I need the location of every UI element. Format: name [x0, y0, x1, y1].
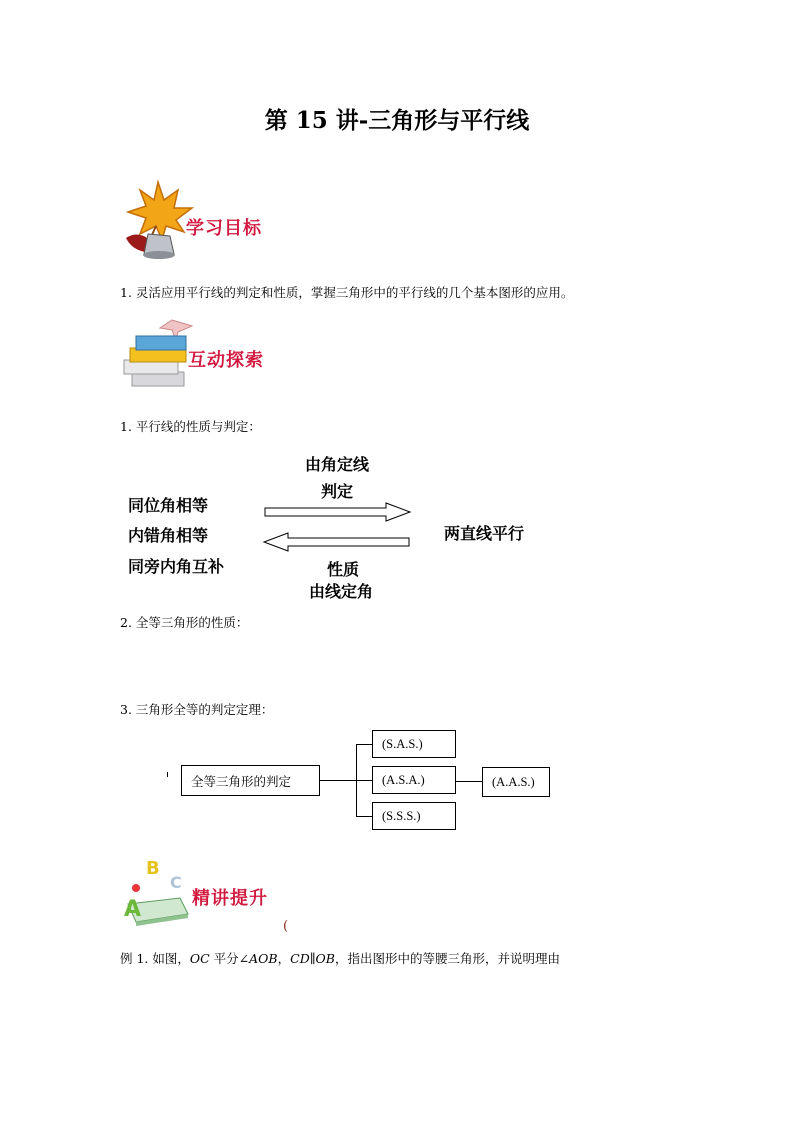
section-label-goals: 学习目标: [186, 218, 262, 239]
diagram-top-label-1: 由角定线: [305, 455, 370, 474]
var-cd: CD: [290, 951, 310, 966]
connector-bottom: [356, 816, 372, 817]
page-title: 第 15 讲-三角形与平行线: [264, 107, 530, 134]
example-comma: ，: [277, 951, 291, 966]
diagram-top-label-2: 判定: [321, 482, 354, 501]
var-oc: OC: [189, 951, 210, 966]
connector-mid: [356, 780, 372, 781]
var-ob: OB: [315, 951, 335, 966]
root-box: 全等三角形的判定: [181, 765, 320, 796]
explore-item-1: 1. 平行线的性质与判定：: [120, 419, 261, 434]
connector-extra: [456, 781, 482, 782]
var-aob: AOB: [249, 951, 278, 966]
svg-text:C: C: [170, 873, 182, 892]
maple-leaf-bell-icon: [118, 178, 196, 262]
example-prefix: 例 1. 如图，: [120, 951, 190, 966]
diagram-left-label-2: 内错角相等: [128, 526, 209, 545]
connector-root: [320, 780, 356, 781]
example-suffix: ，指出图形中的等腰三角形，并说明理由: [334, 951, 560, 966]
section-label-explore: 互动探索: [188, 350, 264, 371]
explore-item-3: 3. 三角形全等的判定定理：: [120, 702, 274, 717]
section-label-lecture: 精讲提升: [192, 888, 268, 909]
branch-box-asa: (A.S.A.): [372, 766, 456, 794]
diagram-left-label-3: 同旁内角互补: [128, 557, 225, 576]
parallel-symbol: ∥: [309, 951, 316, 966]
abc-book-icon: [118, 858, 192, 930]
example-mid: 平分∠: [209, 951, 250, 966]
right-arrow-icon: [264, 502, 414, 522]
branch-box-sas: (S.A.S.): [372, 730, 456, 758]
tick-mark: [167, 772, 168, 777]
svg-text:B: B: [146, 858, 160, 879]
diagram-right-label: 两直线平行: [444, 524, 525, 543]
branch-box-sss: (S.S.S.): [372, 802, 456, 830]
goals-item-1: 1. 灵活应用平行线的判定和性质，掌握三角形中的平行线的几个基本图形的应用。: [120, 285, 574, 300]
svg-text:A: A: [124, 897, 142, 922]
example-1: [120, 949, 560, 967]
connector-top: [356, 744, 372, 745]
stray-mark: (: [283, 919, 289, 934]
diagram-left-label-1: 同位角相等: [128, 496, 209, 515]
extra-box-aas: (A.A.S.): [482, 767, 550, 797]
explore-item-2: 2. 全等三角形的性质：: [120, 615, 249, 630]
diagram-bottom-label-2: 由线定角: [309, 582, 374, 601]
diagram-bottom-label-1: 性质: [327, 560, 360, 579]
left-arrow-icon: [264, 532, 414, 552]
